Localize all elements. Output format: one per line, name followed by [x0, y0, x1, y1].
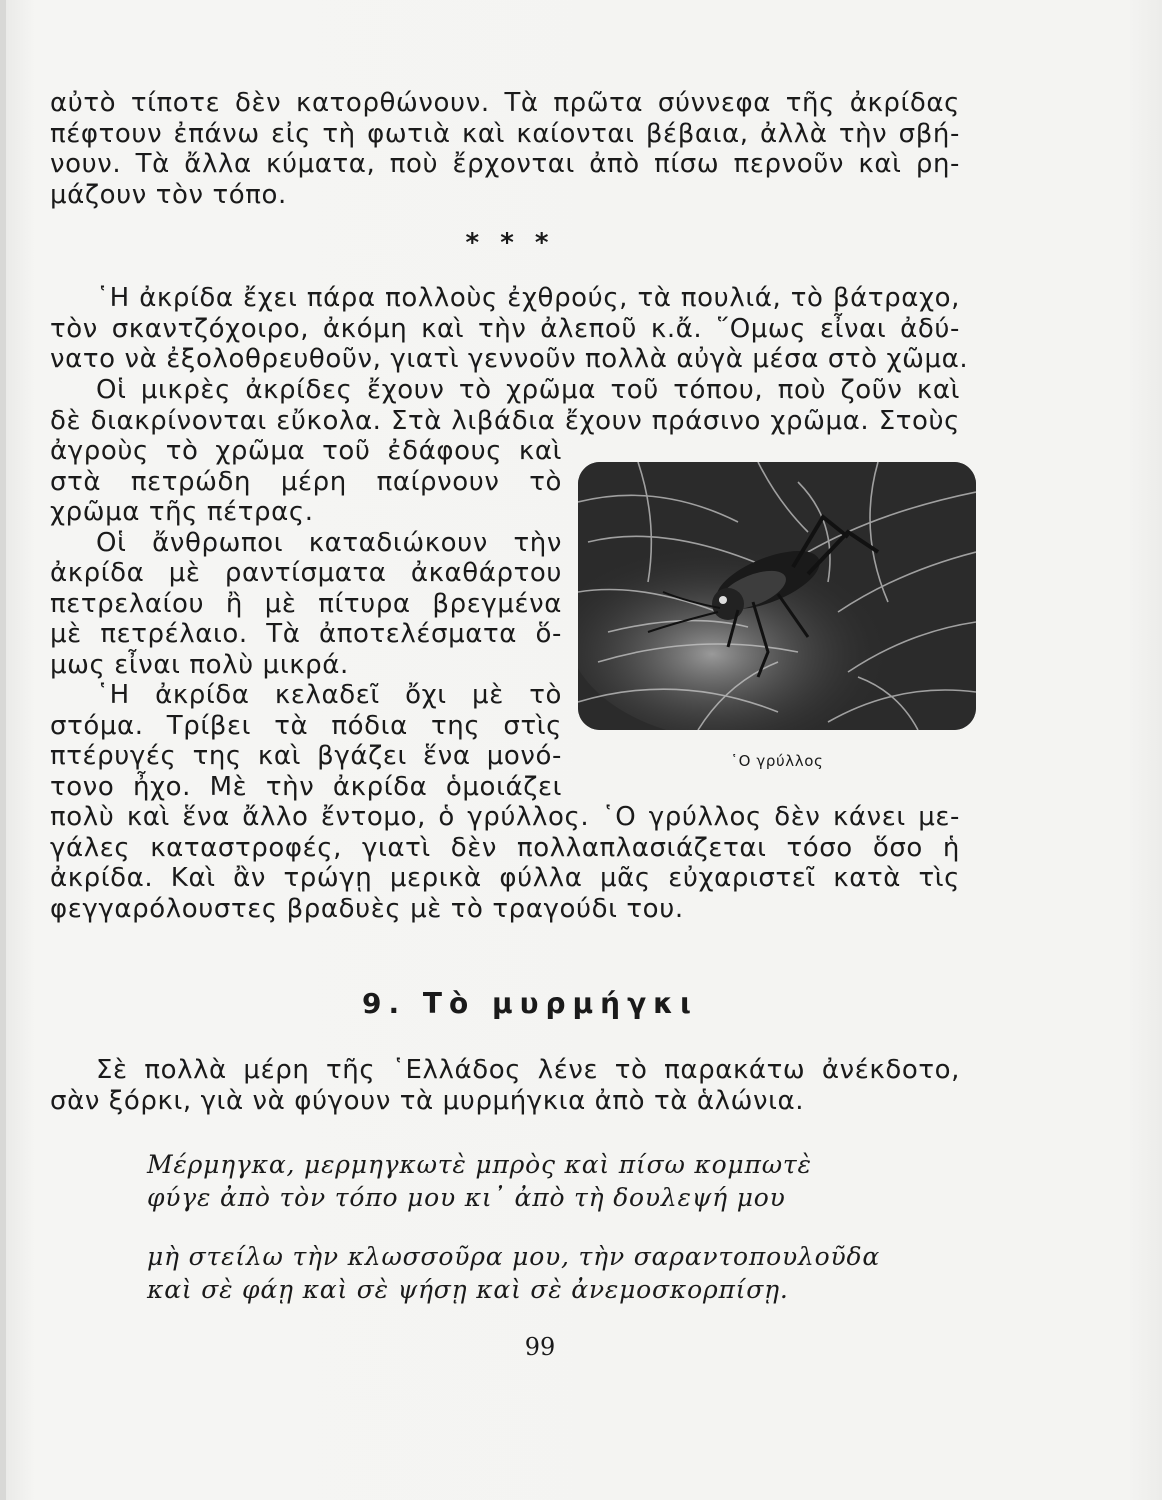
text-line: νατο νὰ ἐξολοθρευθοῦν, γιατὶ γεννοῦν πολλὰ αὐγὰ μέσα στὸ χῶμα.: [50, 344, 969, 374]
text-line: πτέρυγές της καὶ βγάζει ἕνα μονό-: [50, 741, 562, 771]
text-line: χρῶμα τῆς πέτρας.: [50, 497, 314, 527]
text-line: ἀκρίδα μὲ ραντίσματα ἀκαθάρτου: [50, 558, 562, 588]
text-line: τονο ἦχο. Μὲ τὴν ἀκρίδα ὁμοιάζει: [50, 771, 562, 802]
paragraph-locust-fire: [50, 88, 960, 210]
poem-line: Μέρμηγκα, μερμηγκωτὲ μπρὸς καὶ πίσω κομπωτὲ: [147, 1150, 812, 1179]
text-line: φεγγαρόλουστες βραδυὲς μὲ τὸ τραγούδι του.: [50, 893, 684, 924]
text-line: Οἱ ἄνθρωποι καταδιώκουν τὴν: [96, 527, 562, 558]
text-line: πολὺ καὶ ἕνα ἄλλο ἔντομο, ὁ γρύλλος. ῾Ο γρύλλος δὲν κάνει με-: [50, 802, 960, 832]
text-line: δὲ διακρίνονται εὔκολα. Στὰ λιβάδια ἔχουν πράσινο χρῶμα. Στοὺς: [50, 405, 960, 436]
text-line: αὐτὸ τίποτε δὲν κατορθώνουν. Τὰ πρῶτα σύννεφα τῆς ἀκρίδας: [50, 88, 960, 118]
text-line: ῾Η ἀκρίδα κελαδεῖ ὄχι μὲ τὸ: [96, 680, 562, 710]
paragraph-ant-intro: [50, 1055, 960, 1116]
text-line: ἀγροὺς τὸ χρῶμα τοῦ ἐδάφους καὶ: [50, 436, 562, 466]
paragraph-locust-enemies: [50, 283, 969, 375]
text-line: μάζουν τὸν τόπο.: [50, 179, 287, 210]
poem-stanza-2: [147, 1240, 880, 1306]
poem-line: φύγε ἀπὸ τὸν τόπο μου κι᾿ ἀπὸ τὴ δουλεψή μου: [147, 1183, 786, 1212]
text-line: πέφτουν ἐπάνω εἰς τὴ φωτιὰ καὶ καίονται βέβαια, ἀλλὰ τὴν σβή-: [50, 118, 960, 149]
text-line: μως εἶναι πολὺ μικρά.: [50, 649, 349, 680]
text-line: μὲ πετρέλαιο. Τὰ ἀποτελέσματα ὅ-: [50, 619, 562, 649]
text-line: τὸν σκαντζόχοιρο, ἀκόμη καὶ τὴν ἀλεποῦ κ.ἄ. ῞Ομως εἶναι ἀδύ-: [50, 313, 960, 344]
text-line: σὰν ξόρκι, γιὰ νὰ φύγουν τὰ μυρμήγκια ἀπὸ τὰ ἁλώνια.: [50, 1085, 805, 1116]
text-line: πετρελαίου ἢ μὲ πίτυρα βρεγμένα: [50, 588, 562, 619]
text-line: Οἱ μικρὲς ἀκρίδες ἔχουν τὸ χρῶμα τοῦ τόπου, ποὺ ζοῦν καὶ: [96, 375, 960, 405]
text-line: γάλες καταστροφές, γιατὶ δὲν πολλαπλασιάζεται τόσο ὅσο ἡ: [50, 832, 960, 863]
page-edge-shadow: [0, 0, 6, 1500]
cricket-image: [578, 462, 976, 730]
paragraph-locust-color: [50, 375, 960, 436]
text-line: Σὲ πολλὰ μέρη τῆς ῾Ελλάδος λένε τὸ παρακάτω ἀνέκδοτο,: [96, 1055, 960, 1085]
narrow-text-column: [50, 436, 562, 802]
paragraph-cricket: [50, 802, 960, 924]
cricket-illustration: [578, 462, 976, 730]
poem-stanza-1: [147, 1148, 812, 1214]
section-separator: * * *: [465, 228, 555, 258]
figure-caption: ῾Ο γρύλλος: [730, 752, 824, 770]
text-line: ἀκρίδα. Καὶ ἂν τρώγῃ μερικὰ φύλλα μᾶς εὐχαριστεῖ κατὰ τὶς: [50, 863, 960, 893]
poem-line: μὴ στείλω τὴν κλωσσοῦρα μου, τὴν σαραντοπουλοῦδα: [147, 1242, 881, 1271]
text-line: στὰ πετρώδη μέρη παίρνουν τὸ: [50, 466, 562, 497]
text-line: ῾Η ἀκρίδα ἔχει πάρα πολλοὺς ἐχθρούς, τὰ πουλιά, τὸ βάτραχο,: [96, 283, 960, 313]
poem-line: καὶ σὲ φάῃ καὶ σὲ ψήσῃ καὶ σὲ ἀνεμοσκορπίσῃ.: [147, 1275, 789, 1304]
page-number: 99: [524, 1333, 556, 1361]
text-line: νουν. Τὰ ἄλλα κύματα, ποὺ ἔρχονται ἀπὸ πίσω περνοῦν καὶ ρη-: [50, 149, 960, 179]
chapter-heading: 9. Τὸ μυρμήγκι: [362, 987, 698, 1020]
text-line: στόμα. Τρίβει τὰ πόδια της στὶς: [50, 710, 562, 741]
